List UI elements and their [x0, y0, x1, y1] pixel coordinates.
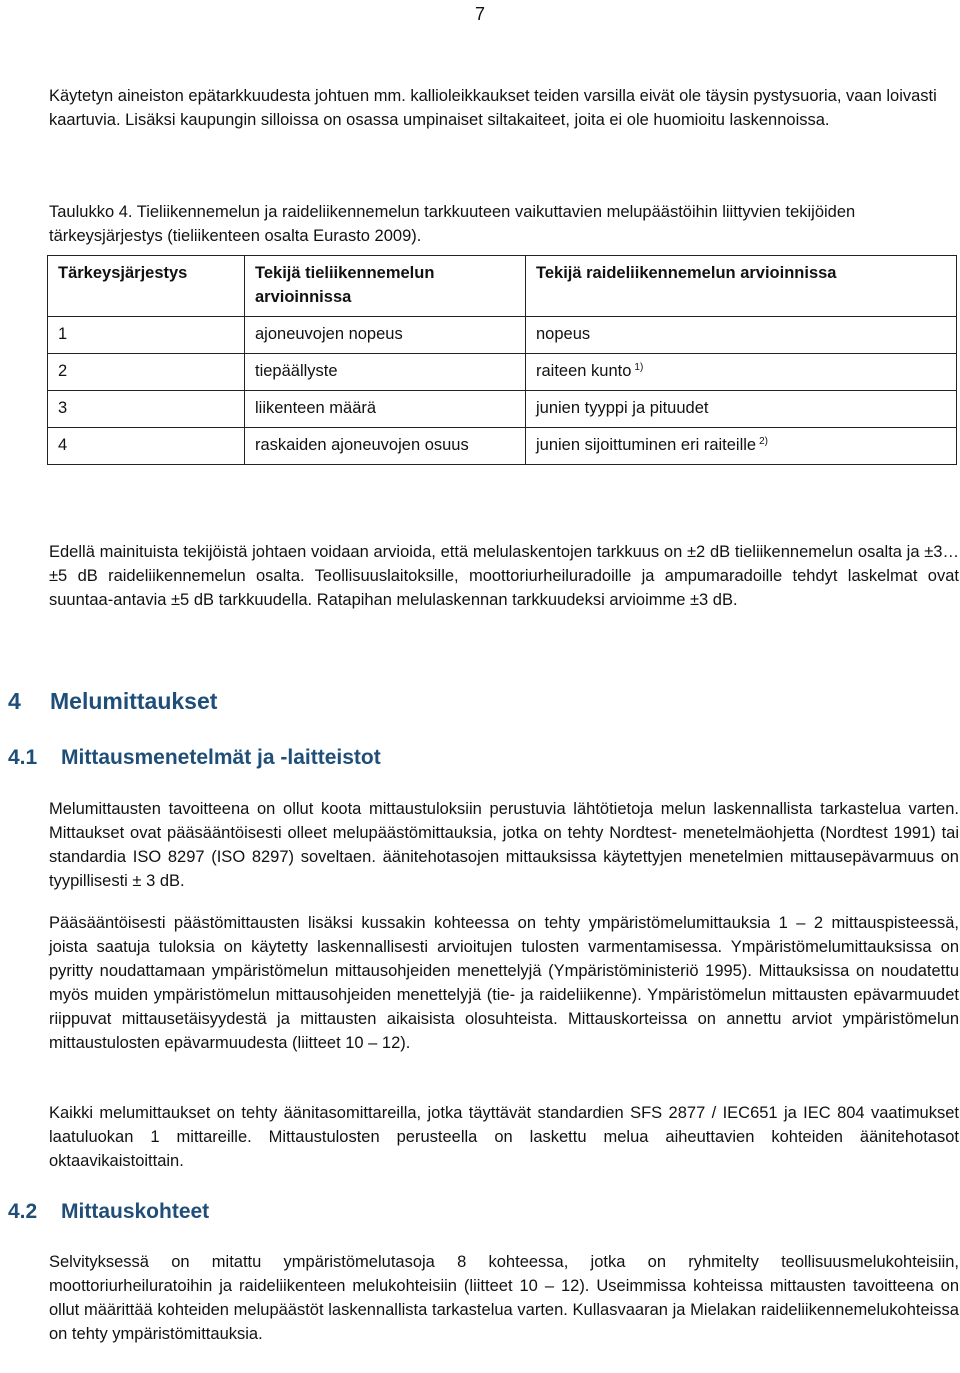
footnote-marker: 2)	[759, 435, 769, 447]
section-title: Melumittaukset	[50, 688, 218, 714]
page-number: 7	[474, 4, 485, 24]
row-rank: 4	[48, 428, 245, 465]
table-row	[48, 391, 957, 428]
section-title: Mittausmenetelmät ja -laitteistot	[61, 746, 381, 769]
row-rail-factor	[526, 317, 957, 354]
row-road-factor: ajoneuvojen nopeus	[245, 317, 526, 354]
section-heading-4-2	[8, 1200, 209, 1224]
header-road: Tekijä tieliikennemelun arvioinnissa	[245, 256, 526, 317]
section-title: Mittauskohteet	[61, 1200, 210, 1223]
row-road-factor: liikenteen määrä	[245, 391, 526, 428]
row-rank: 3	[48, 391, 245, 428]
row-rank: 1	[48, 317, 245, 354]
header-rail: Tekijä raideliikennemelun arvioinnissa	[526, 256, 957, 317]
rail-factor-text: raiteen kunto	[536, 362, 632, 380]
header-rank: Tärkeysjärjestys	[48, 256, 245, 317]
accuracy-paragraph: Edellä mainituista tekijöistä johtaen voidaan arvioida, että melulaskentojen tarkkuus on ±2 dB tieliikennemelun osalta ja ±3…±5 dB raideliikennemelun osalta. Teollisuuslaitoksille, moottoriurheiluradoille ja ampumaradoille tehdyt laskelmat ovat suuntaa-antavia ±5 dB tarkkuudella. Ratapihan melulaskennan tarkkuudeksi arvioimme ±3 dB.	[49, 543, 959, 609]
row-road-factor: tiepäällyste	[245, 354, 526, 391]
section-number: 4.2	[8, 1200, 38, 1223]
priority-table	[47, 255, 957, 465]
row-rail-factor	[526, 428, 957, 465]
row-road-factor: raskaiden ajoneuvojen osuus	[245, 428, 526, 465]
section-number: 4	[8, 688, 21, 714]
targets-paragraph: Selvityksessä on mitattu ympäristömelutasoja 8 kohteessa, jotka on ryhmitelty teollisuusmelukohteisiin, moottoriurheiluratoihin ja raideliikenteen melukohteisiin (liitteet 10 – 12). Useimmissa kohteissa mittausten tavoitteena on ollut määrittää kohteiden melupäästöt laskennallista tarkastelua varten. Kullasvaaran ja Mielakan raideliikennemelukohteissa on tehty ympäristömittauksia.	[49, 1253, 959, 1343]
row-rank: 2	[48, 354, 245, 391]
table-row	[48, 317, 957, 354]
table-caption: Taulukko 4. Tieliikennemelun ja raideliikennemelun tarkkuuteen vaikuttavien melupäästöihin liittyvien tekijöiden tärkeysjärjestys (tieliikenteen osalta Eurasto 2009).	[49, 203, 856, 245]
row-rail-factor	[526, 354, 957, 391]
table-row	[48, 354, 957, 391]
methods-paragraph-3: Kaikki melumittaukset on tehty äänitasomittareilla, jotka täyttävät standardien SFS 2877 / IEC651 ja IEC 804 vaatimukset laatuluokan 1 mittareille. Mittaustulosten perusteella on laskettu melua aiheuttavien kohteiden äänitehotasot oktaavikaistoittain.	[49, 1104, 959, 1170]
rail-factor-text: nopeus	[536, 325, 591, 343]
section-number: 4.1	[8, 746, 38, 769]
rail-factor-text: junien sijoittuminen eri raiteille	[536, 436, 757, 454]
footnote-marker: 1)	[634, 361, 644, 373]
section-heading-4-1	[8, 746, 381, 770]
rail-factor-text: junien tyyppi ja pituudet	[536, 399, 709, 417]
table-header-row	[48, 256, 957, 317]
intro-paragraph: Käytetyn aineiston epätarkkuudesta johtuen mm. kallioleikkaukset teiden varsilla eivät ole täysin pystysuoria, vaan loivasti kaartuvia. Lisäksi kaupungin silloissa on osassa umpinaiset siltakaiteet, joita ei ole huomioitu laskennoissa.	[49, 87, 937, 129]
methods-paragraph-1: Melumittausten tavoitteena on ollut koota mittaustuloksiin perustuvia lähtötietoja melun laskennallista tarkastelua varten. Mittaukset ovat pääsääntöisesti olleet melupäästömittauksia, jotka on tehty Nordtest- menetelmäohjetta (Nordtest 1991) tai standardia ISO 8297 (ISO 8297) soveltaen. äänitehotasojen mittauksissa käytettyjen menetelmien mittausepävarmuus on tyypillisesti ± 3 dB.	[49, 800, 959, 890]
row-rail-factor	[526, 391, 957, 428]
section-heading-4	[8, 688, 217, 715]
methods-paragraph-2: Pääsääntöisesti päästömittausten lisäksi kussakin kohteessa on tehty ympäristömelumittauksia 1 – 2 mittauspisteessä, joista saatuja tuloksia on käytetty laskennallisesti arvioitujen tulosten varmentamisessa. Ympäristömelumittauksissa on pyritty noudattamaan ympäristömelun mittausohjeiden menettelyjä (Ympäristöministeriö 1995). Mittauksissa on noudatettu myös muiden ympäristömelun mittausohjeiden menettelyjä (tie- ja raideliikenne). Ympäristömelun mittausten epävarmuudet riippuvat mittausetäisyydestä ja mittausten aikaisista olosuhteista. Mittauskorteissa on annettu arviot ympäristömelun mittaustulosten epävarmuudesta (liitteet 10 – 12).	[49, 914, 959, 1052]
table-row	[48, 428, 957, 465]
